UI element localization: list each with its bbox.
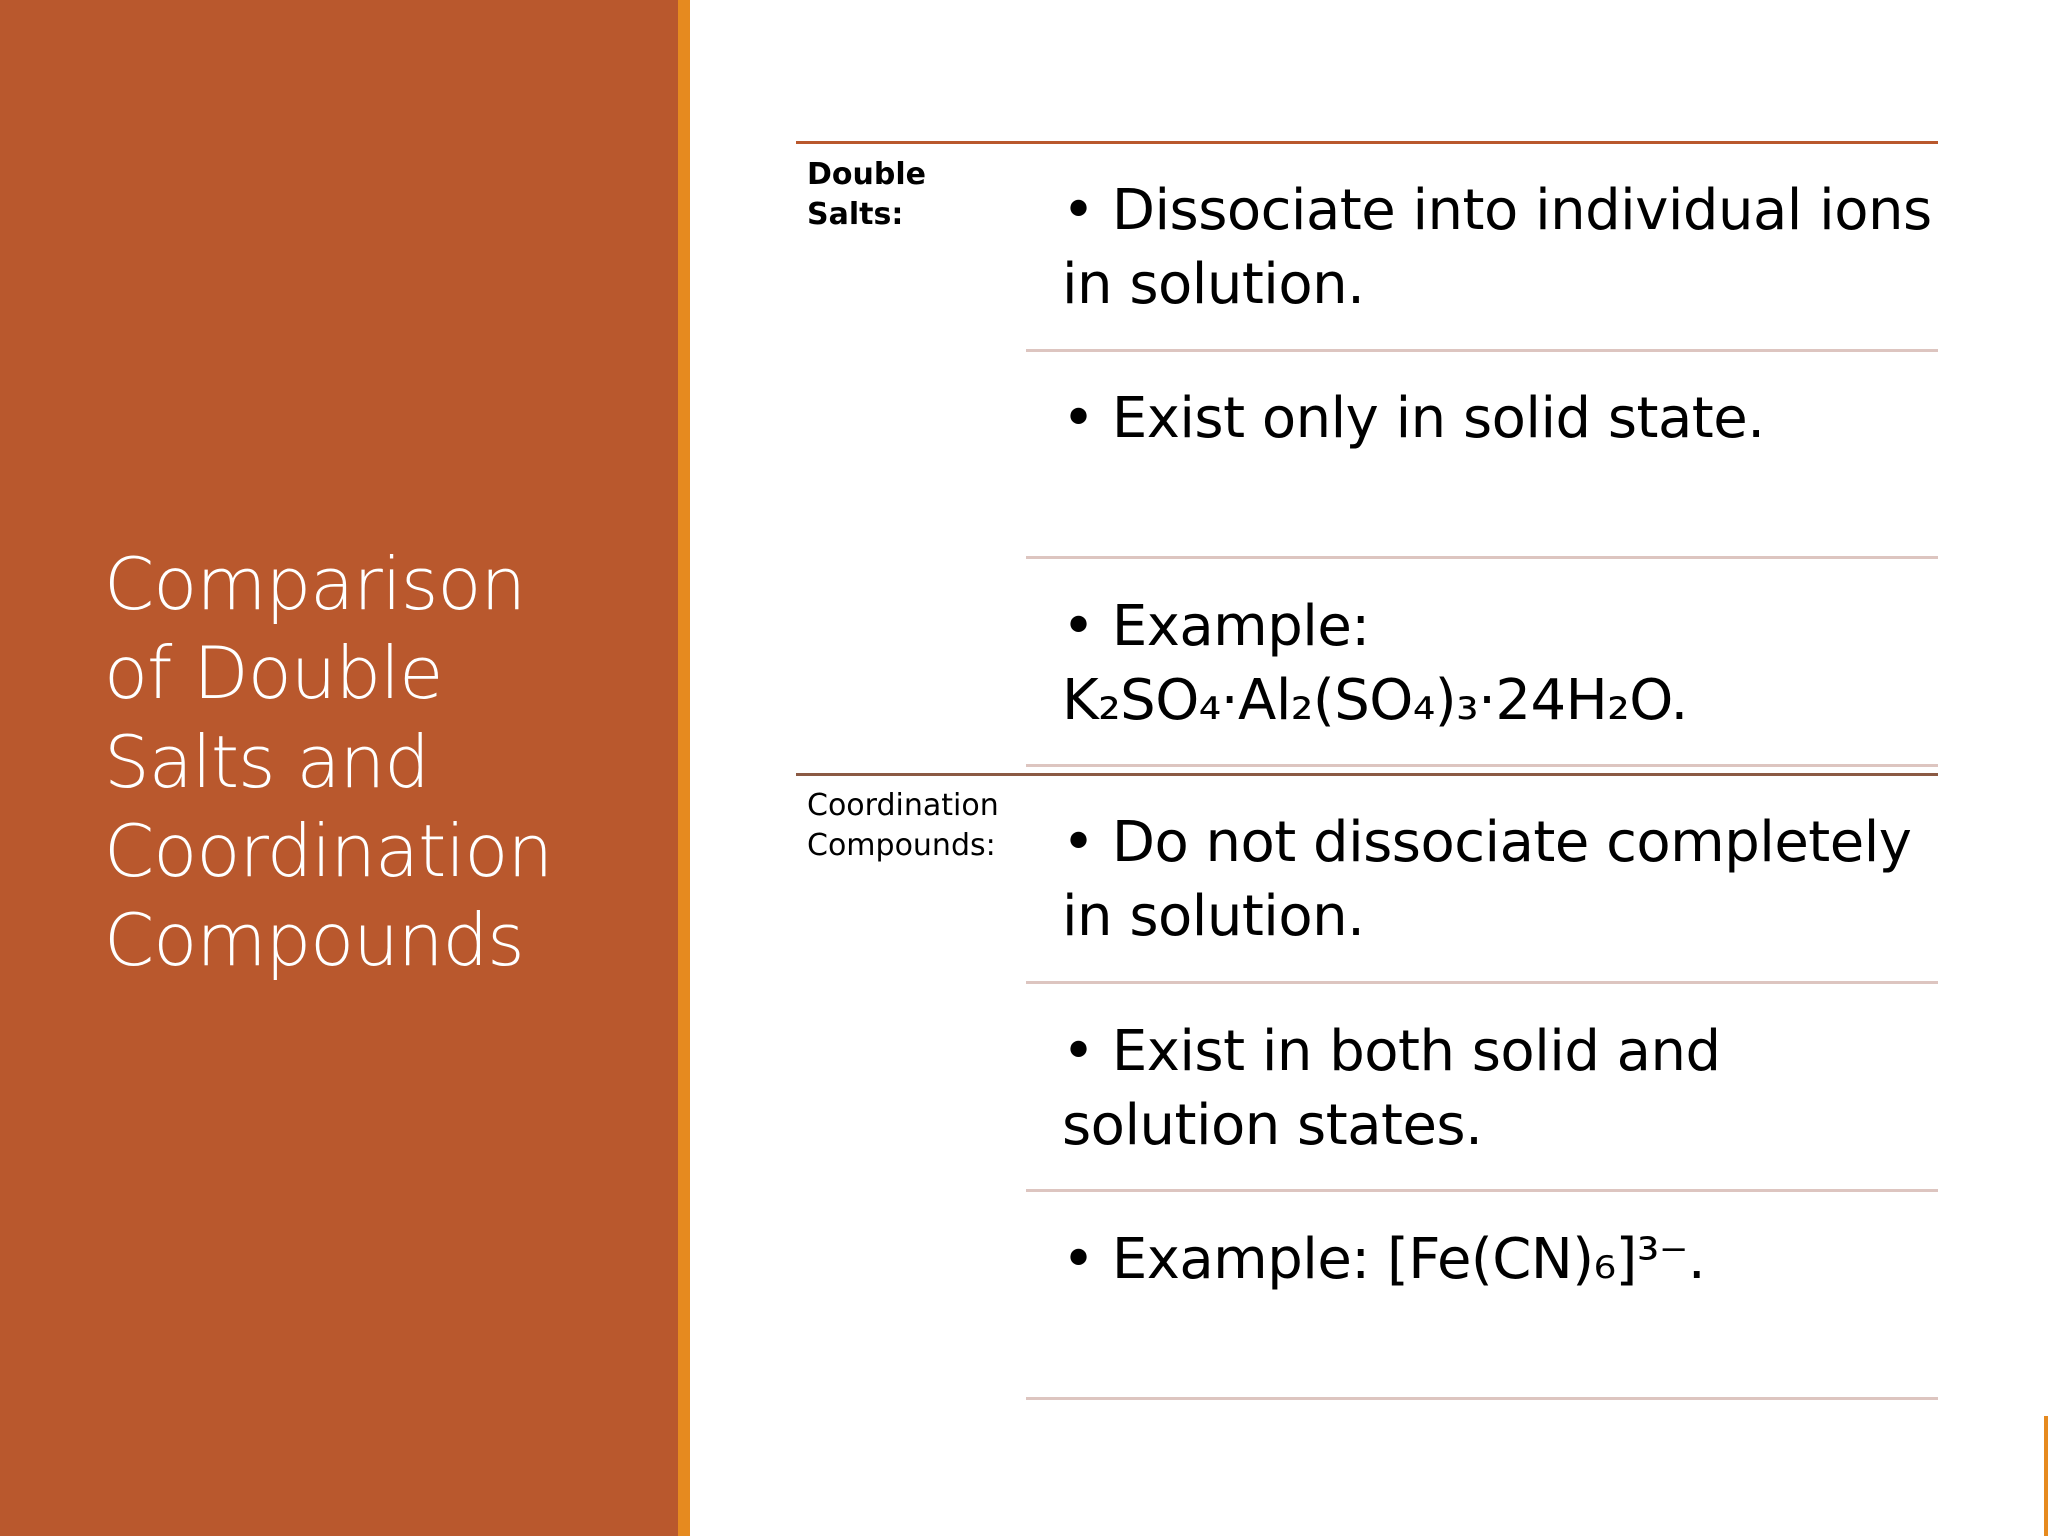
list-item: • Exist in both solid and solution states. bbox=[1062, 1019, 1721, 1158]
accent-bar bbox=[678, 0, 690, 1536]
title-line-2: of Double bbox=[104, 631, 443, 715]
row-separator bbox=[1026, 1397, 1938, 1400]
group-label-coordination-compounds: Coordination Compounds: bbox=[807, 788, 999, 863]
row-separator bbox=[1026, 764, 1938, 767]
list-item: • Example: [Fe(CN)₆]³⁻. bbox=[1062, 1227, 1706, 1292]
group-divider-double-salts bbox=[796, 141, 1938, 144]
group-label-double-salts: Double Salts: bbox=[807, 157, 926, 232]
row-separator bbox=[1026, 1189, 1938, 1192]
slide-title bbox=[104, 540, 644, 985]
title-line-4: Coordination bbox=[104, 809, 553, 893]
title-line-1: Comparison bbox=[104, 542, 526, 626]
row-separator bbox=[1026, 349, 1938, 352]
edge-accent bbox=[2044, 1416, 2048, 1536]
row-separator bbox=[1026, 556, 1938, 559]
list-item: • Dissociate into individual ions in solution. bbox=[1062, 178, 1932, 317]
title-line-5: Compounds bbox=[104, 898, 524, 982]
list-item: • Example: K₂SO₄·Al₂(SO₄)₃·24H₂O. bbox=[1062, 594, 1688, 733]
list-item: • Exist only in solid state. bbox=[1062, 386, 1765, 451]
title-line-3: Salts and bbox=[104, 720, 429, 804]
list-item: • Do not dissociate completely in solution. bbox=[1062, 810, 1912, 949]
group-divider-coordination-compounds bbox=[796, 773, 1938, 776]
row-separator bbox=[1026, 981, 1938, 984]
